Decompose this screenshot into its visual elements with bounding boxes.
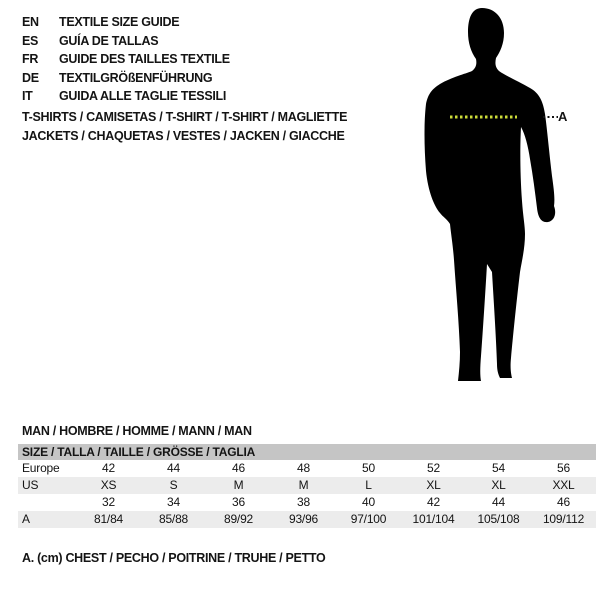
language-code: FR	[22, 52, 39, 66]
size-value: XL	[491, 478, 506, 492]
size-value: 46	[557, 495, 570, 509]
size-value: 36	[232, 495, 245, 509]
language-label: GUIDA ALLE TAGLIE TESSILI	[59, 89, 227, 103]
language-label: TEXTILE SIZE GUIDE	[59, 15, 180, 29]
size-value: 109/112	[542, 512, 585, 526]
size-table-header: SIZE / TALLA / TAILLE / GRÖSSE / TAGLIA	[18, 444, 596, 460]
language-row	[22, 87, 230, 106]
size-value: 32	[102, 495, 115, 509]
measurement-footnote: A. (cm) CHEST / PECHO / POITRINE / TRUHE / PETTO	[22, 551, 326, 565]
size-value: M	[298, 478, 309, 492]
language-row	[22, 13, 230, 32]
measure-label-a: A	[558, 109, 568, 124]
size-value: 50	[362, 461, 375, 475]
size-value: 56	[557, 461, 570, 475]
size-value: 34	[167, 495, 180, 509]
size-value: XS	[100, 478, 117, 492]
category-jackets: JACKETS / CHAQUETAS / VESTES / JACKEN / GIACCHE	[22, 129, 345, 143]
row-label: A	[22, 512, 30, 526]
size-value: M	[233, 478, 244, 492]
category-tshirts: T-SHIRTS / CAMISETAS / T-SHIRT / T-SHIRT / MAGLIETTE	[22, 110, 348, 124]
language-code: IT	[22, 89, 33, 103]
language-list	[22, 13, 230, 106]
section-title: MAN / HOMBRE / HOMME / MANN / MAN	[22, 424, 252, 438]
language-row	[22, 50, 230, 69]
size-value: 46	[232, 461, 245, 475]
language-code: ES	[22, 33, 39, 48]
language-row	[22, 32, 230, 51]
language-row	[22, 69, 230, 88]
size-value: 93/96	[288, 512, 319, 526]
size-value: 54	[492, 461, 505, 475]
size-value: 52	[427, 461, 440, 475]
size-value: 40	[362, 495, 375, 509]
category-list	[22, 108, 347, 146]
table-row-numeric	[18, 494, 596, 511]
size-value: 48	[297, 461, 310, 475]
language-code: EN	[22, 15, 39, 29]
size-value: 38	[297, 495, 310, 509]
language-label: TEXTILGRÖßENFÜHRUNG	[59, 70, 213, 85]
size-value: 44	[492, 495, 505, 509]
size-value: XXL	[552, 478, 575, 492]
size-value: 89/92	[223, 512, 254, 526]
language-code: DE	[22, 70, 39, 85]
language-label: GUÍA DE TALLAS	[59, 33, 159, 48]
size-value: 105/108	[477, 512, 520, 526]
size-value: 81/84	[93, 512, 124, 526]
size-value: 42	[102, 461, 115, 475]
man-silhouette-figure	[420, 6, 580, 386]
row-label: US	[22, 478, 39, 492]
size-value: S	[169, 478, 178, 492]
size-value: XL	[426, 478, 441, 492]
man-silhouette	[425, 8, 556, 381]
table-row-us	[18, 477, 596, 494]
size-table	[18, 444, 596, 528]
size-value: L	[365, 478, 372, 492]
size-value: 85/88	[158, 512, 189, 526]
row-label	[18, 494, 76, 511]
size-value: 101/104	[412, 512, 455, 526]
size-value: 42	[427, 495, 440, 509]
size-value: 44	[167, 461, 180, 475]
row-label: Europe	[22, 461, 60, 475]
table-row-europe	[18, 460, 596, 477]
table-row-chest	[18, 511, 596, 528]
size-value: 97/100	[350, 512, 387, 526]
language-label: GUIDE DES TAILLES TEXTILE	[59, 52, 230, 66]
